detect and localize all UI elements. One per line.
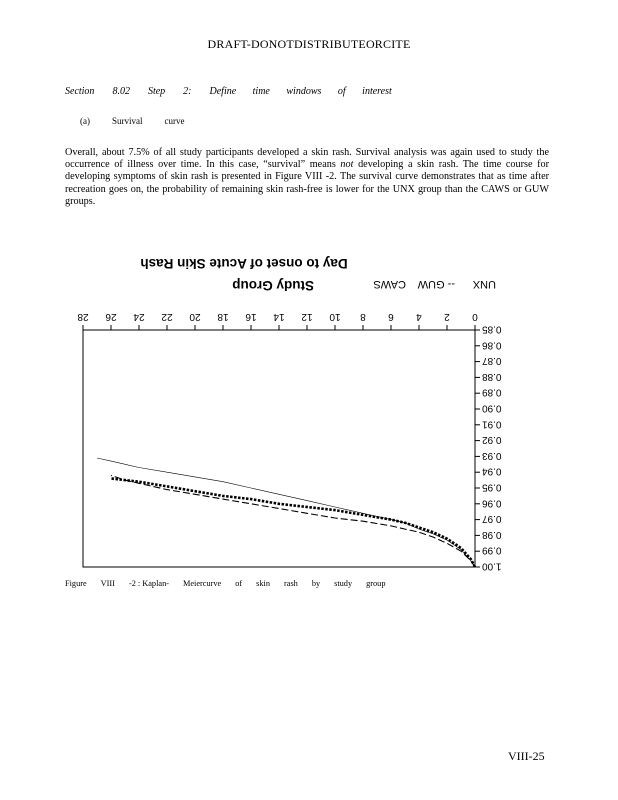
section-heading xyxy=(65,86,410,97)
subsection-word2: curve xyxy=(164,116,185,126)
chart-x-label: Day to onset of Acute Skin Rash xyxy=(140,256,348,271)
x-tick-label: 12 xyxy=(301,311,313,322)
x-tick-label: 18 xyxy=(217,311,229,322)
series-line-caws xyxy=(111,475,475,567)
y-tick-label: 0.89 xyxy=(482,386,502,398)
y-tick-label: 0.91 xyxy=(482,418,502,430)
para-text-after: developing a skin rash. The time course for developing symptoms of skin rash is presented in Figure VIII -2. The survival curve demonstrates that as time after recreation goes on, the probability of remaining skin rash-free is lower for the UNX group than the CAWS or GUW groups. xyxy=(65,159,549,207)
x-tick-label: 0 xyxy=(472,311,478,322)
page-number: VIII-25 xyxy=(508,749,545,763)
draft-header: DRAFT-DONOTDISTRIBUTEORCITE xyxy=(207,37,411,51)
series-line-guw xyxy=(111,479,475,568)
section-step-number: 2: xyxy=(183,86,192,97)
y-tick-label: 0.99 xyxy=(482,544,502,556)
y-tick-label: 0.85 xyxy=(482,323,502,335)
caption-number: VIII xyxy=(100,579,115,588)
x-tick-group xyxy=(77,311,478,330)
series-group xyxy=(97,458,475,567)
section-label: Section xyxy=(65,86,95,97)
x-tick-label: 16 xyxy=(245,311,257,322)
y-tick-label: 0.88 xyxy=(482,370,502,382)
legend-entry-unx: UNX xyxy=(472,278,496,290)
y-tick-label: 0.92 xyxy=(482,434,502,446)
subsection-letter: (a) xyxy=(80,116,90,126)
subsection-heading xyxy=(80,116,207,126)
x-tick-label: 20 xyxy=(189,311,201,322)
chart-legend-title: Study Group xyxy=(232,278,314,293)
y-tick-label: 0.93 xyxy=(482,449,502,461)
x-tick-label: 14 xyxy=(273,311,285,322)
caption-word: by xyxy=(311,579,321,588)
section-step: Step xyxy=(147,86,166,97)
legend-entry-guw: -- GUW xyxy=(417,278,455,290)
y-tick-label: 0.94 xyxy=(482,465,502,477)
x-tick-label: 28 xyxy=(77,311,89,322)
x-tick-label: 24 xyxy=(133,311,145,322)
caption-word: of xyxy=(235,579,243,588)
x-tick-label: 26 xyxy=(105,311,117,322)
figure-caption xyxy=(65,579,399,588)
section-title: Define time windows of interest xyxy=(209,86,392,97)
caption-word: Meiercurve xyxy=(182,579,222,588)
caption-kaplan: : Kaplan- xyxy=(137,579,169,588)
y-tick-label: 0.96 xyxy=(482,497,502,509)
caption-word: study xyxy=(334,579,353,588)
y-tick-label: 0.97 xyxy=(482,513,502,525)
x-tick-label: 8 xyxy=(360,311,366,322)
x-tick-label: 6 xyxy=(388,311,394,322)
y-tick-group xyxy=(475,324,501,572)
y-tick-label: 0.90 xyxy=(482,402,502,414)
caption-figure: Figure xyxy=(65,579,87,588)
y-tick-label: 0.98 xyxy=(482,528,502,540)
section-number: 8.02 xyxy=(112,86,130,97)
x-tick-label: 2 xyxy=(444,311,450,322)
para-text-before: Overall, about 7.5% of all study participants developed a skin rash. Survival analysis was again used to study the occurrence of illness over time. In this case, “survival” means xyxy=(65,147,549,171)
x-tick-label: 10 xyxy=(329,311,341,322)
body-paragraph xyxy=(65,147,549,208)
caption-word: rash xyxy=(284,579,298,588)
caption-word: group xyxy=(366,579,386,588)
x-tick-label: 4 xyxy=(416,311,422,322)
y-tick-label: 1.00 xyxy=(482,560,502,572)
y-tick-label: 0.95 xyxy=(482,481,502,493)
km-survival-chart xyxy=(50,240,530,575)
y-tick-label: 0.86 xyxy=(482,339,502,351)
x-tick-label: 22 xyxy=(161,311,173,322)
legend-entry-caws: CAWS xyxy=(373,278,406,290)
series-line-unx xyxy=(97,458,475,567)
y-tick-label: 0.87 xyxy=(482,355,502,367)
para-emphasis: not xyxy=(340,159,354,171)
subsection-word1: Survival xyxy=(112,116,143,126)
caption-dash: -2 xyxy=(128,579,136,588)
caption-word: skin xyxy=(256,579,270,588)
